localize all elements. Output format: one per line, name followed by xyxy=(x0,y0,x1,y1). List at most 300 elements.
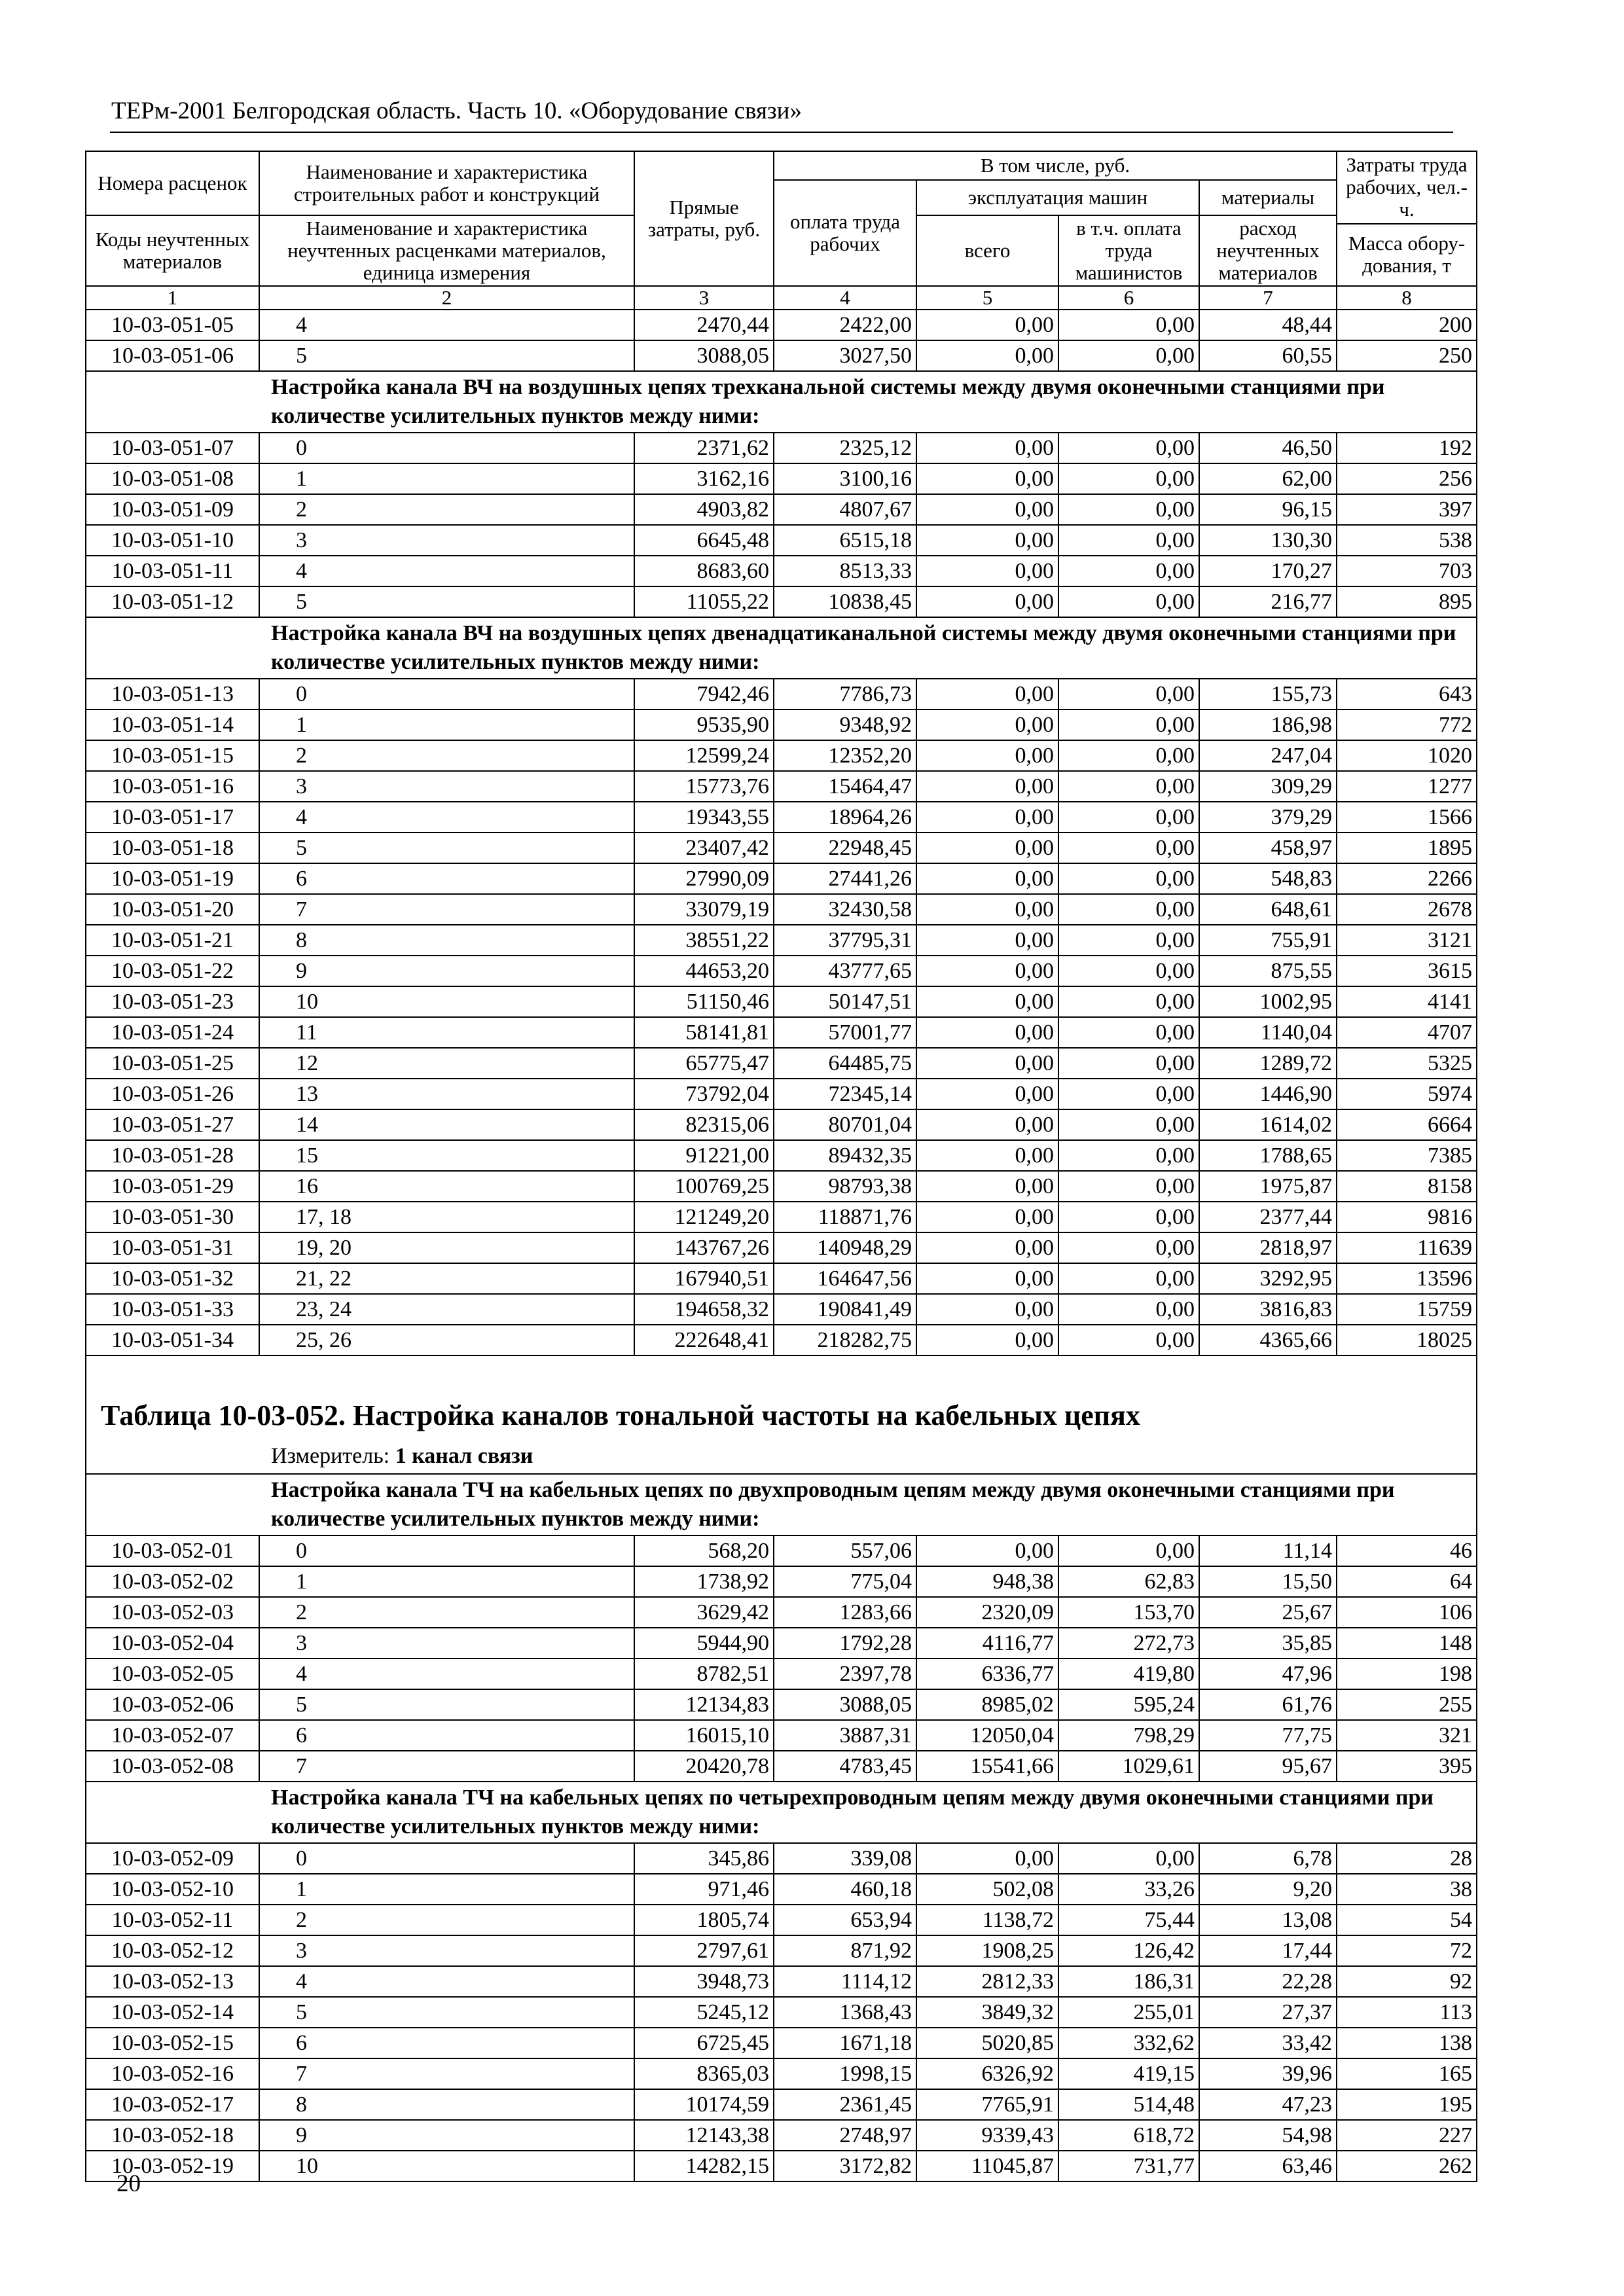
table-cell: 186,31 xyxy=(1058,1966,1199,1997)
table-cell: 272,73 xyxy=(1058,1628,1199,1659)
table-cell: 227 xyxy=(1337,2120,1477,2151)
table-cell: 0,00 xyxy=(916,1171,1058,1202)
table-cell: 3088,05 xyxy=(774,1689,916,1720)
table-cell: 12134,83 xyxy=(634,1689,774,1720)
table-cell: 15773,76 xyxy=(634,771,774,802)
table-row xyxy=(86,1689,1477,1720)
table-cell: 10-03-052-14 xyxy=(86,1997,259,2028)
table-cell: 0,00 xyxy=(916,463,1058,494)
table-cell: 23, 24 xyxy=(259,1294,634,1325)
table-cell: 100769,25 xyxy=(634,1171,774,1202)
table-cell: 164647,56 xyxy=(774,1263,916,1294)
table-cell: 3887,31 xyxy=(774,1720,916,1751)
table-cell: 256 xyxy=(1337,463,1477,494)
table-cell: 143767,26 xyxy=(634,1232,774,1263)
table-cell: 48,44 xyxy=(1199,310,1337,340)
table-cell: 11045,87 xyxy=(916,2151,1058,2181)
table-cell: 538 xyxy=(1337,525,1477,556)
table-cell: 10-03-051-31 xyxy=(86,1232,259,1263)
table-cell: 1895 xyxy=(1337,833,1477,863)
table-cell: 13,08 xyxy=(1199,1905,1337,1935)
table-cell: 6,78 xyxy=(1199,1843,1337,1874)
table-cell: 27990,09 xyxy=(634,863,774,894)
table-cell: 0,00 xyxy=(1058,986,1199,1017)
table-cell: 9 xyxy=(259,956,634,986)
table-cell: 3162,16 xyxy=(634,463,774,494)
table-cell: 3100,16 xyxy=(774,463,916,494)
measure-label: Измеритель: xyxy=(271,1444,390,1468)
table-cell: 3 xyxy=(259,1628,634,1659)
table-cell: 17,44 xyxy=(1199,1935,1337,1966)
table-cell: 10-03-052-18 xyxy=(86,2120,259,2151)
table-cell: 6 xyxy=(259,863,634,894)
table-cell: 98793,38 xyxy=(774,1171,916,1202)
table-row xyxy=(86,463,1477,494)
table-row xyxy=(86,802,1477,833)
table-cell: 0,00 xyxy=(916,494,1058,525)
table-cell: 460,18 xyxy=(774,1874,916,1905)
table-cell: 9,20 xyxy=(1199,1874,1337,1905)
table-cell: 10-03-051-34 xyxy=(86,1325,259,1355)
table-row xyxy=(86,1935,1477,1966)
table-cell: 3 xyxy=(259,771,634,802)
table-cell: 3088,05 xyxy=(634,340,774,371)
table-cell: 0 xyxy=(259,433,634,463)
table-cell: 121249,20 xyxy=(634,1202,774,1232)
table-cell: 0,00 xyxy=(1058,1017,1199,1048)
table-cell: 262 xyxy=(1337,2151,1477,2181)
table-cell: 2377,44 xyxy=(1199,1202,1337,1232)
table-cell: 0,00 xyxy=(916,802,1058,833)
table-cell: 18964,26 xyxy=(774,802,916,833)
table-cell: 0,00 xyxy=(916,771,1058,802)
table-cell: 12 xyxy=(259,1048,634,1079)
table-cell: 1289,72 xyxy=(1199,1048,1337,1079)
table-cell: 10-03-051-13 xyxy=(86,679,259,709)
table-row xyxy=(86,1140,1477,1171)
table-cell: 10-03-052-04 xyxy=(86,1628,259,1659)
table-cell: 4141 xyxy=(1337,986,1477,1017)
table-cell: 9339,43 xyxy=(916,2120,1058,2151)
table-cell: 2 xyxy=(259,1905,634,1935)
table-cell: 2 xyxy=(259,1597,634,1628)
table-cell: 557,06 xyxy=(774,1535,916,1566)
table-cell: 82315,06 xyxy=(634,1109,774,1140)
table-cell: 379,29 xyxy=(1199,802,1337,833)
table-cell: 5 xyxy=(259,1689,634,1720)
table-cell: 10-03-051-22 xyxy=(86,956,259,986)
table-cell: 0,00 xyxy=(1058,740,1199,771)
table-cell: 1788,65 xyxy=(1199,1140,1337,1171)
table-cell: 1 xyxy=(259,709,634,740)
table-row xyxy=(86,340,1477,371)
table-cell: 0,00 xyxy=(916,956,1058,986)
table-cell: 0,00 xyxy=(1058,1171,1199,1202)
table-cell: 0,00 xyxy=(1058,1535,1199,1566)
table-row xyxy=(86,1628,1477,1659)
table-cell: 0 xyxy=(259,1843,634,1874)
table-cell: 2678 xyxy=(1337,894,1477,925)
table-cell: 0,00 xyxy=(916,1535,1058,1566)
table-cell: 2 xyxy=(259,740,634,771)
table-cell: 5 xyxy=(259,1997,634,2028)
table-cell: 0,00 xyxy=(916,586,1058,617)
table-cell: 10-03-051-07 xyxy=(86,433,259,463)
col-number: 5 xyxy=(916,286,1058,310)
table-cell: 971,46 xyxy=(634,1874,774,1905)
table-cell: 46,50 xyxy=(1199,433,1337,463)
table-cell: 2320,09 xyxy=(916,1597,1058,1628)
table-row xyxy=(86,1202,1477,1232)
table-cell: 332,62 xyxy=(1058,2028,1199,2058)
table-cell: 1277 xyxy=(1337,771,1477,802)
hdr-direct-costs: Прямые затраты, руб. xyxy=(634,151,774,286)
table-cell: 10-03-052-06 xyxy=(86,1689,259,1720)
table-cell: 19, 20 xyxy=(259,1232,634,1263)
hdr-name-unaccounted: Наименование и характеристика неучтенных расценками материалов, единица измерения xyxy=(259,215,634,286)
table-cell: 0,00 xyxy=(1058,1294,1199,1325)
hdr-incl-driver-pay: в т.ч. оплата труда машинистов xyxy=(1058,215,1199,286)
table-cell: 10-03-052-17 xyxy=(86,2089,259,2120)
table-cell: 140948,29 xyxy=(774,1232,916,1263)
table-cell: 8 xyxy=(259,925,634,956)
table-cell: 0,00 xyxy=(1058,340,1199,371)
table-cell: 7942,46 xyxy=(634,679,774,709)
table-cell: 595,24 xyxy=(1058,1689,1199,1720)
table-row xyxy=(86,556,1477,586)
table-cell: 165 xyxy=(1337,2058,1477,2089)
table-cell: 138 xyxy=(1337,2028,1477,2058)
table-cell: 5 xyxy=(259,340,634,371)
table-cell: 4 xyxy=(259,1966,634,1997)
table-cell: 15 xyxy=(259,1140,634,1171)
table-cell: 10-03-051-27 xyxy=(86,1109,259,1140)
table-cell: 130,30 xyxy=(1199,525,1337,556)
table-cell: 0 xyxy=(259,679,634,709)
table-cell: 0,00 xyxy=(1058,863,1199,894)
table-cell: 1138,72 xyxy=(916,1905,1058,1935)
table-cell: 9 xyxy=(259,2120,634,2151)
table-cell: 10-03-051-12 xyxy=(86,586,259,617)
table-cell: 10838,45 xyxy=(774,586,916,617)
table-cell: 0,00 xyxy=(916,740,1058,771)
table-cell: 1140,04 xyxy=(1199,1017,1337,1048)
table-cell: 8782,51 xyxy=(634,1659,774,1689)
table-cell: 871,92 xyxy=(774,1935,916,1966)
table-cell: 25,67 xyxy=(1199,1597,1337,1628)
table-cell: 2266 xyxy=(1337,863,1477,894)
table2-measure xyxy=(86,1439,1477,1474)
table-cell: 10-03-051-17 xyxy=(86,802,259,833)
table-cell: 0 xyxy=(259,1535,634,1566)
table-cell: 10-03-052-08 xyxy=(86,1751,259,1782)
table-cell: 57001,77 xyxy=(774,1017,916,1048)
table-cell: 11,14 xyxy=(1199,1535,1337,1566)
table-cell: 775,04 xyxy=(774,1566,916,1597)
table-row xyxy=(86,525,1477,556)
table-cell: 33,26 xyxy=(1058,1874,1199,1905)
table-cell: 44653,20 xyxy=(634,956,774,986)
table-cell: 5020,85 xyxy=(916,2028,1058,2058)
table-cell: 8365,03 xyxy=(634,2058,774,2089)
table-cell: 15759 xyxy=(1337,1294,1477,1325)
table-cell: 5325 xyxy=(1337,1048,1477,1079)
table-cell: 875,55 xyxy=(1199,956,1337,986)
table-cell: 11 xyxy=(259,1017,634,1048)
table-cell: 3849,32 xyxy=(916,1997,1058,2028)
table-cell: 10-03-051-16 xyxy=(86,771,259,802)
hdr-labor-hours: Затраты труда рабочих, чел.-ч. xyxy=(1337,151,1477,224)
table-cell: 7385 xyxy=(1337,1140,1477,1171)
table-cell: 7 xyxy=(259,1751,634,1782)
table-cell: 0,00 xyxy=(1058,1048,1199,1079)
table-cell: 10-03-051-05 xyxy=(86,310,259,340)
col-number: 1 xyxy=(86,286,259,310)
table-cell: 2748,97 xyxy=(774,2120,916,2151)
table-row xyxy=(86,1597,1477,1628)
table-cell: 92 xyxy=(1337,1966,1477,1997)
table-cell: 0,00 xyxy=(916,1109,1058,1140)
table-cell: 419,15 xyxy=(1058,2058,1199,2089)
hdr-codes-unaccounted: Коды неучтенных материалов xyxy=(86,215,259,286)
table-cell: 10-03-051-08 xyxy=(86,463,259,494)
table-cell: 1 xyxy=(259,1874,634,1905)
table-cell: 514,48 xyxy=(1058,2089,1199,2120)
table-cell: 190841,49 xyxy=(774,1294,916,1325)
table-cell: 10-03-051-06 xyxy=(86,340,259,371)
table-cell: 216,77 xyxy=(1199,586,1337,617)
table-cell: 33,42 xyxy=(1199,2028,1337,2058)
table-cell: 1614,02 xyxy=(1199,1109,1337,1140)
measure-value: 1 канал связи xyxy=(395,1444,533,1468)
table-cell: 10-03-052-19 xyxy=(86,2151,259,2181)
table-cell: 27441,26 xyxy=(774,863,916,894)
table-row xyxy=(86,863,1477,894)
table-cell: 4365,66 xyxy=(1199,1325,1337,1355)
table-row xyxy=(86,894,1477,925)
table-row xyxy=(86,1109,1477,1140)
table-cell: 4 xyxy=(259,310,634,340)
table-cell: 33079,19 xyxy=(634,894,774,925)
table-cell: 11639 xyxy=(1337,1232,1477,1263)
table-cell: 22948,45 xyxy=(774,833,916,863)
table-cell: 2325,12 xyxy=(774,433,916,463)
table-cell: 13596 xyxy=(1337,1263,1477,1294)
table-cell: 12143,38 xyxy=(634,2120,774,2151)
table-cell: 0,00 xyxy=(1058,771,1199,802)
table-cell: 1805,74 xyxy=(634,1905,774,1935)
table-cell: 6326,92 xyxy=(916,2058,1058,2089)
table-cell: 1671,18 xyxy=(774,2028,916,2058)
table-cell: 170,27 xyxy=(1199,556,1337,586)
table-cell: 10-03-051-24 xyxy=(86,1017,259,1048)
table-cell: 798,29 xyxy=(1058,1720,1199,1751)
col-number: 6 xyxy=(1058,286,1199,310)
table-row xyxy=(86,1079,1477,1109)
table-cell: 0,00 xyxy=(1058,894,1199,925)
table-cell: 6725,45 xyxy=(634,2028,774,2058)
table-cell: 218282,75 xyxy=(774,1325,916,1355)
table-cell: 10-03-052-10 xyxy=(86,1874,259,1905)
table-cell: 6515,18 xyxy=(774,525,916,556)
table-row xyxy=(86,1905,1477,1935)
table-row xyxy=(86,925,1477,956)
table-cell: 0,00 xyxy=(916,525,1058,556)
table-cell: 10-03-051-14 xyxy=(86,709,259,740)
table-cell: 15464,47 xyxy=(774,771,916,802)
table-cell: 5974 xyxy=(1337,1079,1477,1109)
table-cell: 54,98 xyxy=(1199,2120,1337,2151)
table-row xyxy=(86,1659,1477,1689)
table-cell: 61,76 xyxy=(1199,1689,1337,1720)
table-cell: 1029,61 xyxy=(1058,1751,1199,1782)
table-cell: 25, 26 xyxy=(259,1325,634,1355)
table-cell: 10-03-052-15 xyxy=(86,2028,259,2058)
table-cell: 1908,25 xyxy=(916,1935,1058,1966)
table-row xyxy=(86,1048,1477,1079)
table-cell: 91221,00 xyxy=(634,1140,774,1171)
table-cell: 63,46 xyxy=(1199,2151,1337,2181)
table-cell: 0,00 xyxy=(916,340,1058,371)
table-cell: 35,85 xyxy=(1199,1628,1337,1659)
table-cell: 321 xyxy=(1337,1720,1477,1751)
table-cell: 8 xyxy=(259,2089,634,2120)
table-cell: 10-03-052-13 xyxy=(86,1966,259,1997)
table-cell: 13 xyxy=(259,1079,634,1109)
table-cell: 10-03-052-05 xyxy=(86,1659,259,1689)
table-cell: 2361,45 xyxy=(774,2089,916,2120)
table-cell: 0,00 xyxy=(1058,956,1199,986)
table-cell: 0,00 xyxy=(916,1017,1058,1048)
table-cell: 0,00 xyxy=(916,1140,1058,1171)
table-cell: 10-03-052-03 xyxy=(86,1597,259,1628)
table-row xyxy=(86,679,1477,709)
table-cell: 0,00 xyxy=(916,1079,1058,1109)
table-row xyxy=(86,771,1477,802)
table-cell: 38 xyxy=(1337,1874,1477,1905)
table-cell: 0,00 xyxy=(1058,1079,1199,1109)
table-cell: 20420,78 xyxy=(634,1751,774,1782)
table-cell: 38551,22 xyxy=(634,925,774,956)
table-cell: 0,00 xyxy=(916,1232,1058,1263)
table-cell: 9816 xyxy=(1337,1202,1477,1232)
table-cell: 0,00 xyxy=(1058,310,1199,340)
table-cell: 0,00 xyxy=(916,1325,1058,1355)
table-cell: 3292,95 xyxy=(1199,1263,1337,1294)
table-cell: 10-03-051-23 xyxy=(86,986,259,1017)
table-cell: 9535,90 xyxy=(634,709,774,740)
table-cell: 46 xyxy=(1337,1535,1477,1566)
table-cell: 10174,59 xyxy=(634,2089,774,2120)
hdr-equip-mass: Масса обору-дования, т xyxy=(1337,224,1477,286)
table-cell: 10 xyxy=(259,2151,634,2181)
table-cell: 10-03-051-10 xyxy=(86,525,259,556)
col-number: 4 xyxy=(774,286,916,310)
table-cell: 1020 xyxy=(1337,740,1477,771)
section-heading-row xyxy=(86,617,1477,679)
table-cell: 3027,50 xyxy=(774,340,916,371)
table-cell: 6 xyxy=(259,1720,634,1751)
table-cell: 43777,65 xyxy=(774,956,916,986)
table-cell: 0,00 xyxy=(916,709,1058,740)
table-row xyxy=(86,1294,1477,1325)
table-cell: 39,96 xyxy=(1199,2058,1337,2089)
table-row xyxy=(86,1843,1477,1874)
table-row xyxy=(86,1997,1477,2028)
table-cell: 3172,82 xyxy=(774,2151,916,2181)
table-row xyxy=(86,310,1477,340)
table-cell: 10-03-052-11 xyxy=(86,1905,259,1935)
table-cell: 1566 xyxy=(1337,802,1477,833)
hdr-materials: материалы xyxy=(1199,180,1337,215)
table-row xyxy=(86,986,1477,1017)
table-row xyxy=(86,1325,1477,1355)
table-cell: 10-03-052-09 xyxy=(86,1843,259,1874)
table-cell: 89432,35 xyxy=(774,1140,916,1171)
table-cell: 23407,42 xyxy=(634,833,774,863)
table-cell: 3816,83 xyxy=(1199,1294,1337,1325)
table-cell: 186,98 xyxy=(1199,709,1337,740)
table-cell: 1002,95 xyxy=(1199,986,1337,1017)
hdr-name-works: Наименование и характеристика строительных работ и конструкций xyxy=(259,151,634,215)
table-cell: 703 xyxy=(1337,556,1477,586)
table-cell: 14282,15 xyxy=(634,2151,774,2181)
table-cell: 0,00 xyxy=(916,1263,1058,1294)
page-number: 20 xyxy=(117,2170,141,2197)
table-row xyxy=(86,956,1477,986)
table2-title: Таблица 10-03-052. Настройка каналов тональной частоты на кабельных цепях xyxy=(86,1392,1477,1439)
table-cell: 4 xyxy=(259,802,634,833)
table-row xyxy=(86,1535,1477,1566)
table-cell: 1975,87 xyxy=(1199,1171,1337,1202)
table-row xyxy=(86,586,1477,617)
table-cell: 10-03-052-01 xyxy=(86,1535,259,1566)
table-cell: 0,00 xyxy=(1058,556,1199,586)
table-cell: 3 xyxy=(259,525,634,556)
table-cell: 96,15 xyxy=(1199,494,1337,525)
table-cell: 14 xyxy=(259,1109,634,1140)
table-cell: 222648,41 xyxy=(634,1325,774,1355)
table-cell: 1368,43 xyxy=(774,1997,916,2028)
table-cell: 0,00 xyxy=(1058,802,1199,833)
table-cell: 10-03-052-12 xyxy=(86,1935,259,1966)
table-cell: 0,00 xyxy=(1058,433,1199,463)
table-cell: 7 xyxy=(259,894,634,925)
table-cell: 198 xyxy=(1337,1659,1477,1689)
table-row xyxy=(86,1874,1477,1905)
table-cell: 106 xyxy=(1337,1597,1477,1628)
table-cell: 8985,02 xyxy=(916,1689,1058,1720)
hdr-machine-op: эксплуатация машин xyxy=(916,180,1199,215)
table-cell: 2397,78 xyxy=(774,1659,916,1689)
table-cell: 568,20 xyxy=(634,1535,774,1566)
table-cell: 64485,75 xyxy=(774,1048,916,1079)
table-cell: 2470,44 xyxy=(634,310,774,340)
table-cell: 0,00 xyxy=(1058,1843,1199,1874)
table-cell: 0,00 xyxy=(1058,463,1199,494)
table-cell: 72345,14 xyxy=(774,1079,916,1109)
table-cell: 0,00 xyxy=(916,556,1058,586)
table-cell: 1792,28 xyxy=(774,1628,916,1659)
table-cell: 548,83 xyxy=(1199,863,1337,894)
table-row xyxy=(86,2120,1477,2151)
table-cell: 12599,24 xyxy=(634,740,774,771)
table-cell: 397 xyxy=(1337,494,1477,525)
table-cell: 0,00 xyxy=(1058,1202,1199,1232)
table-cell: 3948,73 xyxy=(634,1966,774,1997)
table-cell: 0,00 xyxy=(1058,586,1199,617)
table-cell: 0,00 xyxy=(916,433,1058,463)
